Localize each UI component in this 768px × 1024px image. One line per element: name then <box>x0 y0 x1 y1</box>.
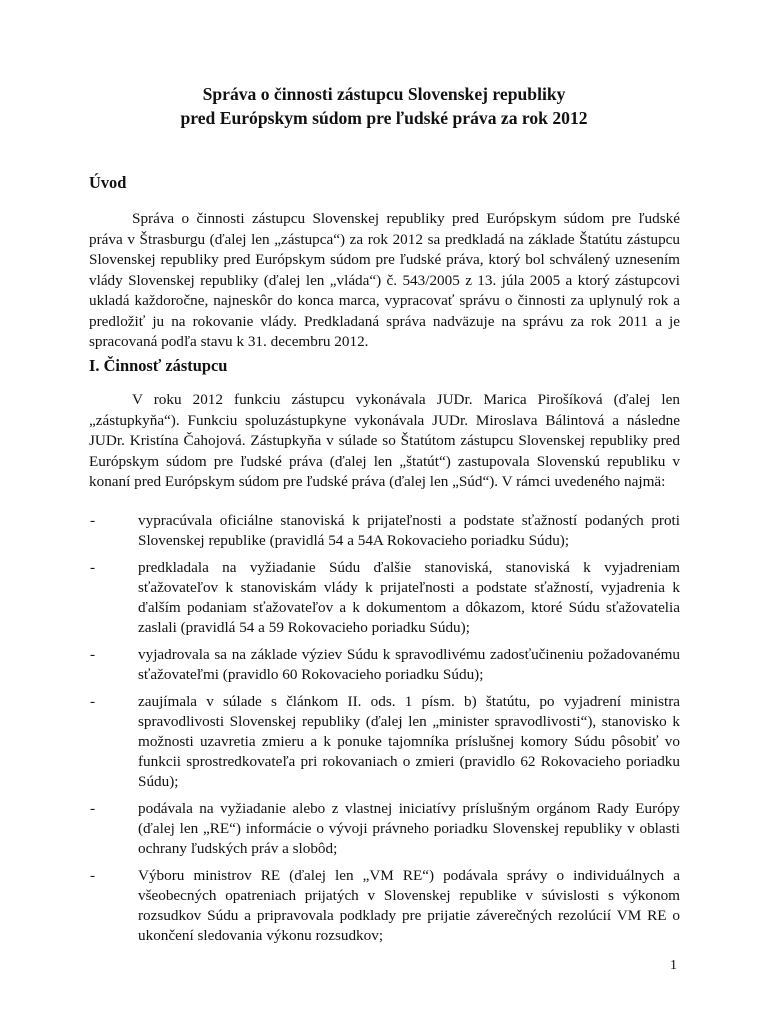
activity-list <box>89 511 680 953</box>
list-bullet-marker: - <box>90 512 96 529</box>
list-bullet-marker: - <box>90 693 96 710</box>
list-item <box>89 692 680 792</box>
list-item-text: vyjadrovala sa na základe výziev Súdu k spravodlivému zadosťučineniu požadovanému sťažovateľmi (pravidlo 60 Rokovacieho poriadku Súdu); <box>138 646 680 683</box>
list-item <box>89 558 680 638</box>
list-bullet-marker: - <box>90 646 96 663</box>
list-item-text: Výboru ministrov RE (ďalej len „VM RE“) podávala správy o individuálnych a všeobecných opatreniach prijatých v Slovenskej republike v súvislosti s výkonom rozsudkov Súdu a pripravovala podklady pre prijatie záverečných rezolúcií VM RE o ukončení sledovania výkonu rozsudkov; <box>138 867 680 944</box>
list-bullet-marker: - <box>90 559 96 576</box>
title-line-1: Správa o činnosti zástupcu Slovenskej republiky <box>202 84 566 104</box>
section-heading-intro: Úvod <box>89 173 127 192</box>
intro-paragraph <box>89 209 680 353</box>
intro-paragraph-text: Správa o činnosti zástupcu Slovenskej republiky pred Európskym súdom pre ľudské práva v Štrasburgu (ďalej len „zástupca“) za rok 2012 sa predkladá na základe Štatútu zástupcu Slovenskej republiky pred Európskym súdom pre ľudské práva, ktorý bol schválený uznesením vlády Slovenskej republiky (ďalej len „vláda“) č. 543/2005 z 13. júla 2005 a ktorý zástupcovi ukladá každoročne, najneskôr do konca marca, vypracovať správu o činnosti za uplynulý rok a predložiť ju na rokovanie vlády. Predkladaná správa nadväzuje na správu za rok 2011 a je spracovaná podľa stavu k 31. decembru 2012. <box>89 210 680 350</box>
list-item-text: predkladala na vyžiadanie Súdu ďalšie stanoviská, stanoviská k vyjadreniam sťažovateľov k stanoviskám vlády k prijateľnosti a podstate sťažností, vyjadrenia k ďalším podaniam sťažovateľov a k dokumentom a dôkazom, ktoré Súdu sťažovatelia zaslali (pravidlá 54 a 59 Rokovacieho poriadku Súdu); <box>138 559 680 636</box>
list-item-text: vypracúvala oficiálne stanoviská k prijateľnosti a podstate sťažností podaných proti Slovenskej republike (pravidlá 54 a 54A Rokovacieho poriadku Súdu); <box>138 512 680 549</box>
list-item-text: zaujímala v súlade s článkom II. ods. 1 písm. b) štatútu, po vyjadrení ministra spravodlivosti Slovenskej republiky (ďalej len „minister spravodlivosti“), stanovisko k možnosti uzavretia zmieru a k ponuke tajomníka príslušnej komory Súdu pôsobiť vo funkcii sprostredkovateľa pri rokovaniach o zmieri (pravidlo 62 Rokovacieho poriadku Súdu); <box>138 693 680 790</box>
section-heading-1: I. Činnosť zástupcu <box>89 356 228 375</box>
list-bullet-marker: - <box>90 867 96 884</box>
list-bullet-marker: - <box>90 800 96 817</box>
title-line-2: pred Európskym súdom pre ľudské práva za rok 2012 <box>180 108 588 128</box>
section1-paragraph <box>89 390 680 493</box>
page-number: 1 <box>670 958 677 973</box>
document-title <box>0 82 768 130</box>
section1-paragraph-text: V roku 2012 funkciu zástupcu vykonávala JUDr. Marica Pirošíková (ďalej len „zástupkyňa“). Funkciu spoluzástupkyne vykonávala JUDr. Miroslava Bálintová a následne JUDr. Kristína Čahojová. Zástupkyňa v súlade so Štatútom zástupcu Slovenskej republiky pred Európskym súdom pre ľudské práva (ďalej len „štatút“) zastupovala Slovenskú republiku v konaní pred Európskym súdom pre ľudské práva (ďalej len „Súd“). V rámci uvedeného najmä: <box>89 391 680 490</box>
list-item <box>89 799 680 859</box>
list-item <box>89 511 680 551</box>
list-item <box>89 866 680 946</box>
list-item <box>89 645 680 685</box>
list-item-text: podávala na vyžiadanie alebo z vlastnej iniciatívy príslušným orgánom Rady Európy (ďalej len „RE“) informácie o vývoji právneho poriadku Slovenskej republiky v oblasti ochrany ľudských práv a slobôd; <box>138 800 680 857</box>
